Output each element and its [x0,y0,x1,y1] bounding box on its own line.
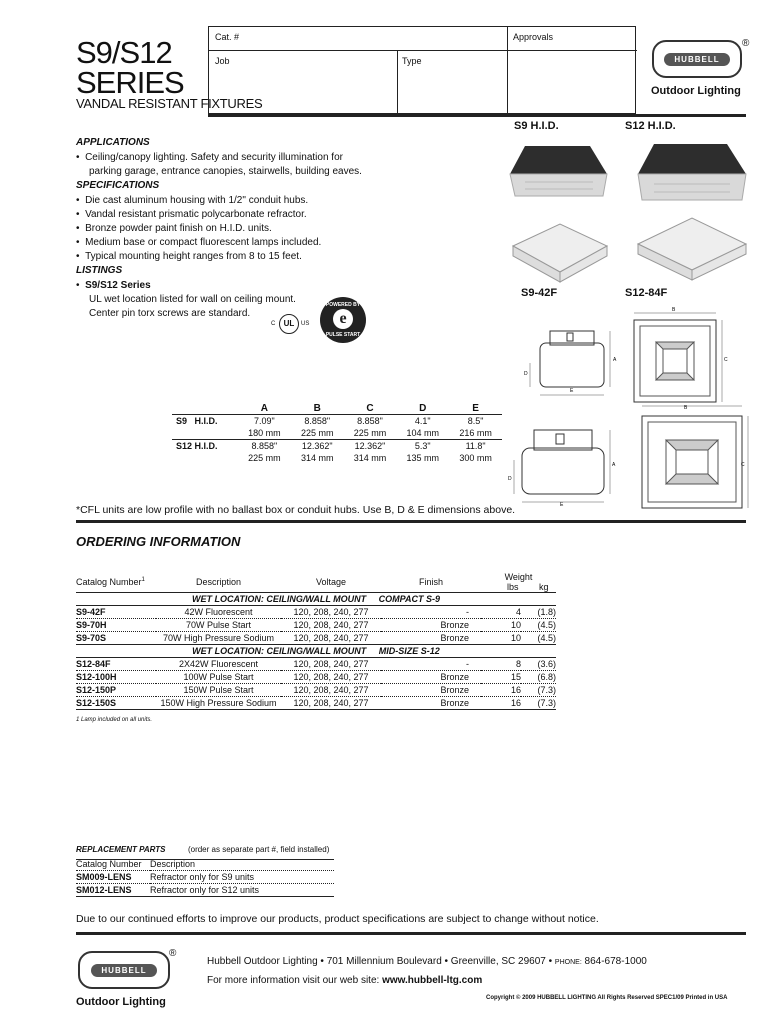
col-weight: Weight lbs kg [504,572,549,592]
dim-row [172,452,502,464]
info-box [208,26,636,114]
website-link[interactable]: www.hubbell-ltg.com [382,975,483,986]
approvals-label: Approvals [513,32,554,42]
table-cell: 12.362" [301,441,333,451]
table-cell: 12.362" [354,441,386,451]
ordering-row [76,606,556,619]
table-cell: Bronze [440,620,469,630]
table-cell: 120, 208, 240, 277 [293,607,369,617]
photo-caption-s12-84f: S12-84F [625,287,668,299]
table-cell: 8.858" [304,416,331,426]
badge-bottom-text: PULSE START [325,332,361,338]
ul-us-text: US [301,321,310,327]
dim-letter-c: C [741,462,745,468]
table-cell: (7.3) [537,698,556,708]
list-item: • Ceiling/canopy lighting. Safety and security illumination for [76,152,343,163]
s12-dimension-drawing [506,400,756,510]
list-item-text: Medium base or compact fluorescent lamps included. [85,237,322,248]
dim-col-d: D [419,402,427,414]
table-cell: Bronze [440,633,469,643]
replacement-table [76,858,334,897]
logo-text: HUBBELL [664,53,729,66]
footer-web: For more information visit our web site: www.hubbell-ltg.com [207,975,483,986]
table-cell: 120, 208, 240, 277 [293,685,369,695]
ordering-row [76,658,556,671]
badge-top-text: POWERED BY [325,302,361,308]
list-item: • Typical mounting height ranges from 8 to 15 feet. [76,251,302,262]
table-cell: 42W Fluorescent [184,607,253,617]
ul-listing-mark [271,312,311,336]
badge-e: e [333,309,353,329]
table-cell: 10 [510,620,521,630]
dim-row-label: S9 H.I.D. [176,416,218,426]
dim-letter-b: B [684,405,688,411]
table-cell: 70W Pulse Start [185,620,252,630]
photo-caption-s9-42f: S9-42F [521,287,558,299]
divider [507,27,508,115]
table-cell: 4.1" [414,416,431,426]
table-cell: - [466,607,469,617]
ordering-footnote: 1 Lamp included on all units. [76,717,153,723]
copyright: Copyright © 2009 HUBBELL LIGHTING All Rights Reserved SPEC1/09 Printed in USA [486,995,728,1001]
section-rule [76,520,746,523]
list-item: • S9/S12 Series [76,280,151,291]
dim-row [172,415,502,428]
table-cell: Refractor only for S12 units [150,885,260,895]
applications-heading: APPLICATIONS [76,137,150,148]
ordering-heading: ORDERING INFORMATION [76,534,241,549]
table-row [76,884,334,897]
divider [397,50,398,115]
table-cell: 11.8" [465,441,486,451]
s12-84f-fixture-photo [632,212,752,287]
dim-letter-d: D [524,371,528,377]
list-item-text: Ceiling/canopy lighting. Safety and security illumination for [85,152,343,163]
dim-row [172,440,502,453]
list-item: parking garage, entrance canopies, stairwells, building eaves. [89,166,362,177]
dim-letter-e: E [560,502,564,508]
table-cell: SM009-LENS [76,872,132,882]
dim-letter-a: A [612,462,616,468]
cfl-note: *CFL units are low profile with no ballast box or conduit hubs. Use B, D & E dimensions above. [76,504,516,516]
table-cell: 2X42W Fluorescent [178,659,259,669]
table-cell: - [466,659,469,669]
col-description: Description [195,577,242,587]
col-voltage: Voltage [315,577,347,587]
ordering-row [76,697,556,710]
table-cell: 4 [515,607,521,617]
dim-letter-e: E [570,388,574,394]
replacement-header [76,839,334,860]
type-label: Type [402,56,422,66]
table-cell: 8.5" [467,416,484,426]
dim-col-a: A [260,402,269,414]
dim-letter-a: A [613,357,617,363]
col-description: Description [150,859,196,869]
dimension-table [172,402,502,464]
table-cell: 120, 208, 240, 277 [293,698,369,708]
specifications-heading: SPECIFICATIONS [76,180,160,191]
division-label: Outdoor Lighting [651,85,741,97]
ul-c-text: C [271,321,276,327]
dim-header-row [172,402,502,415]
list-item-text: Typical mounting height ranges from 8 to 15 feet. [85,251,302,262]
footer-address: Hubbell Outdoor Lighting • 701 Millennium Boulevard • Greenville, SC 29607 • PHONE: 864-678-1000 [207,956,647,967]
dim-col-e: E [472,402,479,414]
dim-letter-c: C [724,357,728,363]
table-cell: Bronze [440,672,469,682]
table-cell: 8.858" [357,416,383,426]
listings-heading: LISTINGS [76,265,123,276]
list-item: • Bronze powder paint finish on H.I.D. units. [76,223,272,234]
table-cell: 150W Pulse Start [183,685,254,695]
table-cell: SM012-LENS [76,885,132,895]
table-cell: 180 mm [248,428,281,438]
table-cell: (3.6) [537,659,556,669]
table-cell: S12-150S [76,698,117,708]
applications-list [76,151,476,179]
registered-mark: ® [742,38,750,49]
listing-line: UL wet location listed for wall on ceiling mount. [89,294,296,305]
s9-hid-fixture-photo [505,134,615,214]
dim-letter-d: D [508,476,512,482]
logo-text: HUBBELL [91,964,156,977]
table-cell: 5.3" [414,441,431,451]
registered-mark: ® [169,948,177,959]
table-cell: S12-100H [76,672,117,682]
table-cell: S9-70H [76,620,107,630]
specifications-list [76,194,476,264]
table-cell: (4.5) [537,633,556,643]
ordering-row [76,619,556,632]
col-catalog: Catalog Number$^1$ [76,577,145,587]
list-item-text: Vandal resistant prismatic polycarbonate refractor. [85,209,307,220]
listing-line: Center pin torx screws are standard. [89,308,251,319]
table-cell: 225 mm [248,453,281,463]
list-item: • Medium base or compact fluorescent lamps included. [76,237,322,248]
table-cell: 10 [510,633,521,643]
table-cell: Bronze [440,698,469,708]
subtitle: VANDAL RESISTANT FIXTURES [76,96,263,111]
ordering-row [76,671,556,684]
table-cell: (4.5) [537,620,556,630]
ul-text: UL [283,319,295,328]
group-row [76,593,556,606]
replacement-header-row [76,858,334,871]
col-catalog: Catalog Number [76,859,142,869]
ul-circle-icon [279,314,299,334]
table-cell: 100W Pulse Start [183,672,254,682]
replacement-heading: REPLACEMENT PARTS [76,845,166,854]
table-cell: 70W High Pressure Sodium [162,633,275,643]
list-item: • Die cast aluminum housing with 1/2" conduit hubs. [76,195,309,206]
table-cell: 104 mm [406,428,440,438]
table-cell: (7.3) [537,685,556,695]
job-label: Job [215,56,230,66]
table-cell: 300 mm [459,453,492,463]
list-item-text: Bronze powder paint finish on H.I.D. units. [85,223,272,234]
group-heading: WET LOCATION: CEILING/WALL MOUNT MID-SIZE S-12 [192,646,440,656]
header-rule [208,114,746,117]
table-cell: 216 mm [459,428,492,438]
series-name: S9/S12 Series [85,280,151,291]
s9-dimension-drawing [512,303,750,403]
title-line-2: SERIES [76,65,184,100]
dim-col-c: C [366,402,374,414]
replacement-note: (order as separate part #, field installed) [187,845,330,854]
dim-letter-b: B [672,307,676,313]
divider [507,50,637,51]
table-cell: 120, 208, 240, 277 [293,659,369,669]
group-heading: WET LOCATION: CEILING/WALL MOUNT COMPACT S-9 [192,594,440,604]
change-notice: Due to our continued efforts to improve our products, product specifications are subject to change without notice. [76,913,599,925]
photo-caption-s9-hid: S9 H.I.D. [514,120,559,132]
hubbell-logo [652,40,742,78]
table-cell: (1.8) [537,607,556,617]
table-cell: S12-84F [76,659,111,669]
group-row [76,645,556,658]
ordering-table [76,572,556,710]
col-finish: Finish [418,577,443,587]
table-cell: Bronze [440,685,469,695]
ordering-row [76,632,556,645]
table-cell: 7.09" [254,416,275,426]
cat-label: Cat. # [215,32,240,42]
table-cell: 225 mm [300,428,334,438]
table-cell: 120, 208, 240, 277 [293,633,369,643]
s12-hid-fixture-photo [632,134,752,219]
energy-badge-icon [320,297,366,343]
ordering-header-row [76,572,556,593]
table-cell: 135 mm [406,453,440,463]
table-cell: 16 [510,685,521,695]
table-cell: 120, 208, 240, 277 [293,620,369,630]
table-cell: Refractor only for S9 units [150,872,255,882]
table-row [76,871,334,884]
table-cell: 16 [510,698,521,708]
dim-col-b: B [313,402,321,414]
table-cell: 150W High Pressure Sodium [160,698,277,708]
ordering-row [76,684,556,697]
table-cell: (6.8) [537,672,556,682]
table-cell: 8 [515,659,521,669]
title-line-1: S9/S12 [76,35,172,70]
table-cell: 225 mm [353,428,387,438]
footer-hubbell-logo [78,951,170,989]
table-cell: 15 [510,672,521,682]
table-cell: S9-42F [76,607,106,617]
table-cell: S12-150P [76,685,117,695]
dim-row-label: S12 H.I.D. [176,441,218,451]
footer-rule [76,932,746,935]
s9-42f-fixture-photo [505,218,615,288]
list-item: • Vandal resistant prismatic polycarbonate refractor. [76,209,307,220]
dim-row [172,427,502,440]
footer-division-label: Outdoor Lighting [76,996,166,1008]
table-cell: 314 mm [300,453,334,463]
table-cell: S9-70S [76,633,107,643]
list-item-text: Die cast aluminum housing with 1/2" conduit hubs. [85,195,309,206]
table-cell: 8.858" [251,441,278,451]
table-cell: 120, 208, 240, 277 [293,672,369,682]
divider [209,50,507,51]
table-cell: 314 mm [353,453,387,463]
photo-caption-s12-hid: S12 H.I.D. [625,120,676,132]
